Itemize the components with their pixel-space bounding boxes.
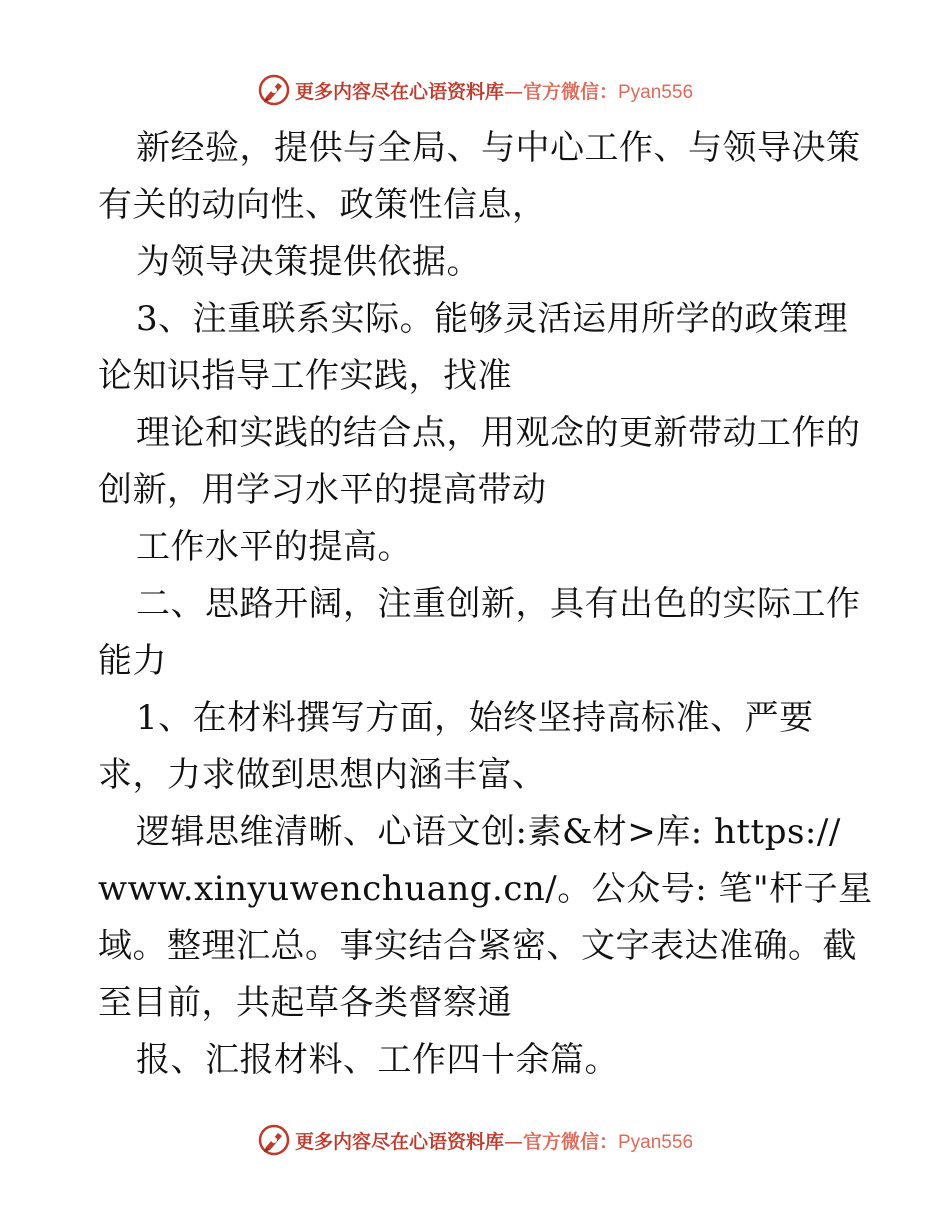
text-line: 至目前，共起草各类督察通 <box>98 983 512 1023</box>
watermark-brand: 更多内容尽在心语资料库 <box>294 80 504 103</box>
text-line: www.xinyuwenchuang.cn/。公众号: 笔"杆子星 <box>98 869 873 909</box>
text-line: 逻辑思维清晰、心语文创:素&材>库: https:// <box>136 812 841 852</box>
watermark-text <box>295 77 693 104</box>
text-line: 论知识指导工作实践，找准 <box>98 356 512 396</box>
watermark-brand: 更多内容尽在心语资料库 <box>294 1130 504 1153</box>
watermark-dash: — <box>503 80 523 103</box>
text-line: 有关的动向性、政策性信息， <box>98 185 547 225</box>
text-line: 新经验，提供与全局、与中心工作、与领导决策 <box>136 128 861 168</box>
text-line: 求，力求做到思想内涵丰富、 <box>98 755 547 795</box>
pen-circle-logo-icon <box>257 1123 291 1157</box>
text-line: 创新，用学习水平的提高带动 <box>98 470 547 510</box>
watermark-text <box>295 1127 693 1154</box>
text-line: 3、注重联系实际。能够灵活运用所学的政策理 <box>136 299 849 339</box>
footer-watermark <box>0 1120 950 1160</box>
text-line: 理论和实践的结合点，用观念的更新带动工作的 <box>136 413 861 453</box>
text-line: 1、在材料撰写方面，始终坚持高标准、严要 <box>136 698 814 738</box>
document-body <box>98 120 873 1089</box>
watermark-official: 官方微信： <box>522 1130 618 1153</box>
header-watermark <box>0 70 950 110</box>
watermark-wechat-id: Pyan556 <box>618 1131 694 1153</box>
pen-circle-logo-icon <box>257 73 291 107</box>
text-line: 报、汇报材料、工作四十余篇。 <box>136 1040 619 1080</box>
watermark-official: 官方微信： <box>522 80 618 103</box>
text-line: 二、思路开阔，注重创新，具有出色的实际工作 <box>136 584 861 624</box>
watermark-dash: — <box>503 1130 523 1153</box>
watermark-wechat-id: Pyan556 <box>618 81 694 103</box>
text-line: 能力 <box>98 641 167 681</box>
text-line: 为领导决策提供依据。 <box>136 242 481 282</box>
text-line: 域。整理汇总。事实结合紧密、文字表达准确。截 <box>98 926 857 966</box>
text-line: 工作水平的提高。 <box>136 527 412 567</box>
